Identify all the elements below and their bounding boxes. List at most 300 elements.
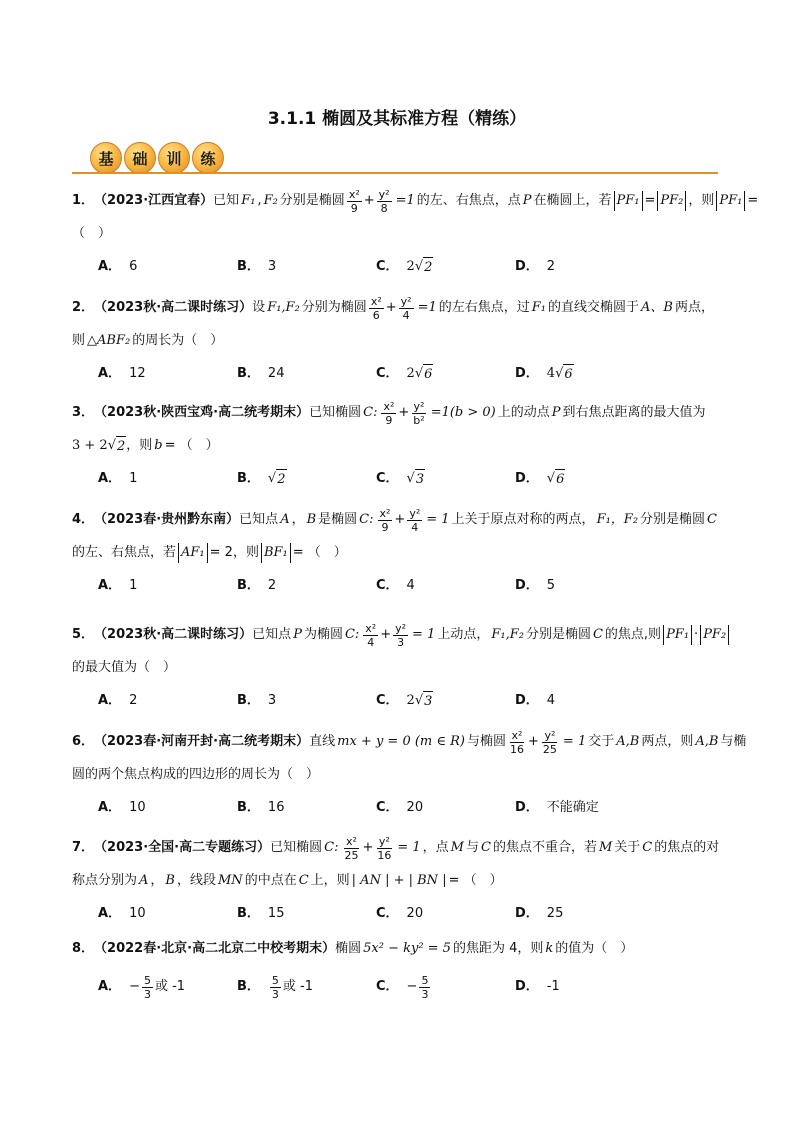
question-text: 设	[252, 300, 266, 315]
fraction	[377, 188, 392, 215]
abs-expression: PF₁	[663, 625, 692, 645]
option-c[interactable]	[376, 974, 515, 1001]
option-text: 12	[129, 366, 146, 381]
fraction	[381, 400, 396, 427]
fraction-denominator: b²	[413, 413, 425, 427]
page-title: 3.1.1 椭圆及其标准方程（精练）	[267, 109, 527, 129]
option-letter: C．	[376, 471, 399, 486]
question-6	[72, 727, 747, 820]
question-number: 6．	[72, 734, 95, 749]
option-text: 10	[129, 800, 146, 815]
math-expression: =1(b > 0)	[430, 405, 496, 420]
question-number: 7．	[72, 840, 95, 855]
question-text: 上动点，	[437, 627, 490, 642]
answer-options	[98, 574, 732, 598]
option-a[interactable]	[98, 798, 237, 818]
option-letter: C．	[376, 800, 399, 815]
question-text: 椭圆	[335, 941, 362, 956]
abs-expression: PF₂	[657, 191, 686, 211]
question-source: （2023春·贵州黔东南）	[94, 512, 240, 527]
fraction	[508, 729, 526, 756]
option-text: 1	[129, 578, 138, 593]
question-text: 已知椭圆	[309, 405, 362, 420]
math-symbol: F₁	[531, 300, 546, 315]
fraction	[142, 974, 153, 1001]
fraction-denominator: 16	[377, 848, 392, 862]
question-text: 的值为（ ）	[555, 941, 634, 956]
option-letter: D．	[515, 979, 539, 994]
sqrt-radicand: 2	[116, 436, 126, 457]
fraction	[375, 835, 393, 862]
fraction	[363, 622, 378, 649]
fraction	[419, 974, 430, 1001]
fraction-numerator: x²	[348, 187, 360, 201]
fraction	[407, 507, 422, 534]
option-letter: C．	[376, 906, 399, 921]
fraction-numerator: y²	[378, 834, 390, 848]
option-letter: A．	[98, 979, 122, 994]
sqrt-radicand: 2	[276, 469, 286, 490]
option-letter: B．	[237, 979, 260, 994]
question-text: 到右焦点距离的最大值为	[562, 405, 706, 420]
question-text: 交于	[588, 734, 615, 749]
option-d[interactable]	[515, 469, 654, 490]
math-operator: =	[747, 193, 759, 208]
math-symbol: b	[154, 438, 163, 453]
option-text: 不能确定	[546, 800, 599, 815]
question-line: 7． （2023·全国·高二专题练习） 已知椭圆 C: $\frac{\text{x²}}{25}$ + $\frac{\text{y²}}{16}$ = 1 ，点 M 与 C 的焦点不重合，若 M 关于 C 的焦点的对	[72, 834, 720, 862]
option-a[interactable]	[98, 469, 237, 489]
option-text: -1	[546, 979, 560, 994]
question-text: 为椭圆	[303, 627, 343, 642]
option-b[interactable]	[237, 257, 376, 277]
option-letter: C．	[376, 366, 399, 381]
option-text: 5	[546, 578, 556, 593]
option-text: 或 -1	[154, 979, 186, 994]
option-d[interactable]	[515, 798, 654, 818]
option-a[interactable]	[98, 576, 237, 596]
option-letter: A．	[98, 693, 122, 708]
math-symbol: A、B	[641, 300, 673, 315]
option-sign: −	[129, 979, 140, 994]
fraction-denominator: 4	[411, 520, 419, 534]
option-c[interactable]	[376, 469, 515, 490]
option-letter: A．	[98, 800, 122, 815]
fraction-numerator: x²	[365, 621, 377, 635]
option-a[interactable]	[98, 257, 237, 277]
fraction-denominator: 25	[542, 742, 557, 756]
question-text: 圆的两个焦点构成的四边形的周长为（ ）	[72, 767, 320, 782]
fraction	[378, 507, 393, 534]
sqrt-expression: √ 2	[268, 469, 287, 490]
option-c[interactable]	[376, 691, 515, 712]
fraction-numerator: y²	[395, 621, 407, 635]
math-symbol: A	[280, 512, 290, 527]
option-b[interactable]	[237, 576, 376, 596]
section-header	[72, 140, 718, 176]
abs-expression: PF₁	[716, 191, 745, 211]
fraction	[411, 400, 426, 427]
option-letter: C．	[376, 979, 399, 994]
question-line: 3． （2023秋·陕西宝鸡·高二统考期末） 已知椭圆 C: $\frac{\text{x²}}{9}$ + $\frac{\text{y²}}{\text{b²}}$ =1(b > 0) 上的动点 P 到右焦点距离的最大值为	[72, 399, 706, 427]
question-text: 已知点	[239, 512, 279, 527]
fraction-denominator: 4	[402, 308, 410, 322]
answer-options	[98, 255, 732, 279]
option-letter: D．	[515, 578, 539, 593]
option-text: 20	[406, 800, 424, 815]
question-line: 1． （2023·江西宜春） 已知 F₁ , F₂ 分别是椭圆 $\frac{\text{x²}}{9}$ + $\frac{\text{y²}}{8}$ =1 的左、右焦点，点 P 在椭圆上，若 PF₁ = PF₂ ，则 PF₁ =	[72, 187, 759, 215]
option-text: 3	[267, 693, 277, 708]
math-symbol: P	[293, 627, 302, 642]
option-letter: A．	[98, 471, 122, 486]
question-text: 两点，	[674, 300, 714, 315]
math-expression: = 1	[397, 840, 421, 855]
question-line: 2． （2023秋·高二课时练习） 设 F₁,F₂ 分别为椭圆 $\frac{\text{x²}}{6}$ + $\frac{\text{y²}}{4}$ =1 的左右焦点，过 F₁ 的直线交椭圆于 A、B 两点，	[72, 294, 714, 322]
sqrt-coefficient: 2	[406, 692, 415, 708]
question-text: ，则	[232, 545, 259, 560]
question-number: 5．	[72, 627, 95, 642]
question-2	[72, 293, 732, 386]
option-c[interactable]	[376, 798, 515, 818]
question-source: （2023春·河南开封·高二统考期末）	[94, 734, 310, 749]
question-text: 的左、右焦点，若	[72, 545, 177, 560]
math-symbol: M	[598, 840, 613, 855]
math-symbol: A	[139, 873, 149, 888]
option-text: 10	[129, 906, 146, 921]
fraction	[369, 295, 384, 322]
answer-options	[98, 902, 732, 926]
abs-expression: PF₂	[700, 625, 729, 645]
math-symbol: P	[551, 405, 561, 420]
fraction	[399, 295, 414, 322]
fraction-numerator: y²	[400, 294, 412, 308]
answer-options	[98, 467, 732, 491]
fraction-denominator: 25	[344, 848, 359, 862]
fraction-numerator: y²	[378, 187, 390, 201]
option-c[interactable]	[376, 364, 515, 385]
question-text: ，点	[422, 840, 449, 855]
fraction-denominator: 3	[397, 635, 405, 649]
fraction	[393, 622, 408, 649]
fraction-numerator: x²	[511, 728, 523, 742]
sqrt-expression: 3 + 2 √ 2	[72, 436, 126, 457]
fraction-numerator: 5	[271, 973, 279, 987]
fraction-numerator: 5	[421, 973, 429, 987]
question-line	[72, 866, 732, 896]
option-text: 2	[267, 578, 277, 593]
sqrt-expression: 2 √ 2	[407, 257, 434, 278]
question-text: 的左、右焦点，点	[416, 193, 521, 208]
math-operator: ·	[694, 627, 699, 642]
math-symbol: k	[545, 941, 554, 956]
option-text: 3	[267, 259, 277, 274]
section-badge: 训	[158, 142, 190, 174]
fraction	[347, 188, 362, 215]
math-expression: = 1	[562, 734, 587, 749]
option-text: 或 -1	[282, 979, 314, 994]
math-symbol: F₁	[241, 193, 256, 208]
sqrt-expression: 2 √ 3	[407, 691, 434, 712]
fraction-numerator: y²	[413, 399, 425, 413]
question-line	[72, 326, 732, 356]
option-letter: B．	[237, 471, 260, 486]
fraction-numerator: x²	[345, 834, 357, 848]
fraction-numerator: y²	[409, 506, 421, 520]
math-symbol: F₁，F₂	[596, 512, 639, 527]
math-symbol: C:	[324, 840, 339, 855]
question-text: ，	[150, 873, 164, 888]
question-text: = （ ）	[164, 438, 219, 453]
option-letter: A．	[98, 906, 122, 921]
question-text: 的左右焦点，过	[438, 300, 530, 315]
option-d[interactable]	[515, 257, 654, 277]
question-text: 的周长为（ ）	[132, 333, 224, 348]
option-a[interactable]	[98, 364, 237, 384]
option-b[interactable]	[237, 469, 376, 490]
question-text: 已知	[213, 193, 240, 208]
option-b[interactable]	[237, 904, 376, 924]
question-7	[72, 833, 732, 926]
math-expression: △ABF₂	[87, 333, 131, 348]
question-text: 已知点	[252, 627, 292, 642]
section-badge: 础	[124, 142, 156, 174]
fraction-denominator: 8	[380, 201, 388, 215]
sqrt-expression: 4 √ 6	[547, 364, 574, 385]
abs-expression: AF₁	[178, 543, 208, 563]
question-line: 4． （2023春·贵州黔东南） 已知点 A ， B 是椭圆 C: $\frac{\text{x²}}{9}$ + $\frac{\text{y²}}{4}$ = 1 上关于原点对称的两点， F₁，F₂ 分别是椭圆 C	[72, 506, 717, 534]
math-symbol: F₁,F₂	[267, 300, 300, 315]
option-letter: B．	[237, 366, 260, 381]
fraction-numerator: x²	[379, 506, 391, 520]
question-line	[72, 219, 732, 249]
question-3	[72, 398, 732, 491]
math-symbol: C:	[359, 512, 374, 527]
option-b[interactable]	[237, 364, 376, 384]
fraction-numerator: 5	[143, 973, 151, 987]
fraction-denominator: 9	[350, 201, 358, 215]
answer-options	[98, 796, 732, 820]
question-line: 6． （2023春·河南开封·高二统考期末） 直线 mx + y = 0 (m ∈ R) 与椭圆 $\frac{\text{x²}}{16}$ + $\frac{\text{y²}}{25}$ = 1 交于 A,B 两点，则 A,B 与椭	[72, 728, 747, 756]
math-symbol: A,B	[616, 734, 640, 749]
math-symbol: C:	[344, 627, 360, 642]
question-source: （2023秋·陕西宝鸡·高二统考期末）	[94, 405, 310, 420]
math-expression: =1	[395, 193, 415, 208]
option-a[interactable]	[98, 691, 237, 711]
option-letter: B．	[237, 906, 260, 921]
math-symbol: C	[707, 512, 717, 527]
math-symbol: P	[522, 193, 532, 208]
option-letter: A．	[98, 366, 122, 381]
question-text: 则	[72, 333, 86, 348]
option-text: 15	[267, 906, 285, 921]
answer-options	[98, 689, 732, 713]
fraction	[270, 974, 281, 1001]
question-text: 关于	[614, 840, 641, 855]
option-letter: C．	[376, 259, 399, 274]
fraction	[342, 835, 360, 862]
option-letter: C．	[376, 578, 399, 593]
option-text: 16	[267, 800, 285, 815]
question-text: 称点分别为	[72, 873, 138, 888]
option-letter: B．	[237, 578, 260, 593]
math-symbol: C:	[363, 405, 378, 420]
answer-options	[98, 362, 732, 386]
option-letter: A．	[98, 578, 122, 593]
option-letter: B．	[237, 259, 260, 274]
question-4	[72, 505, 732, 598]
question-5	[72, 620, 732, 713]
option-letter: B．	[237, 800, 260, 815]
fraction-denominator: 16	[510, 742, 525, 756]
sqrt-coefficient: 2	[406, 365, 415, 381]
math-operator: =	[644, 193, 656, 208]
question-text: 上，则	[310, 873, 350, 888]
sqrt-coefficient: 4	[546, 365, 556, 381]
question-text: 分别是椭圆	[279, 193, 345, 208]
math-expression: = 2	[209, 545, 233, 560]
question-text: 已知椭圆	[270, 840, 323, 855]
question-number: 3．	[72, 405, 95, 420]
section-divider	[72, 172, 718, 174]
question-text: 在椭圆上，若	[533, 193, 612, 208]
option-text: 6	[129, 259, 138, 274]
question-1	[72, 186, 759, 279]
question-text: 与椭圆	[467, 734, 507, 749]
question-text: 上的动点	[497, 405, 550, 420]
math-expression: 5x² − ky² = 5	[363, 941, 451, 956]
option-b[interactable]	[237, 974, 376, 1001]
sqrt-radicand: 2	[423, 257, 433, 278]
math-symbol: C	[481, 840, 491, 855]
math-symbol: C	[592, 627, 603, 642]
question-number: 2．	[72, 300, 95, 315]
question-line	[72, 760, 732, 790]
question-text: 与椭	[720, 734, 747, 749]
question-text: 分别是椭圆	[525, 627, 591, 642]
question-source: （2023秋·高二课时练习）	[94, 300, 253, 315]
option-d[interactable]	[515, 576, 654, 596]
sqrt-coefficient: 2	[406, 258, 415, 274]
option-d[interactable]	[515, 977, 654, 997]
option-letter: B．	[237, 693, 260, 708]
option-text: 2	[546, 259, 556, 274]
sqrt-expression: √ 6	[547, 469, 566, 490]
option-text: 24	[267, 366, 285, 381]
math-symbol: B	[306, 512, 317, 527]
question-line	[72, 934, 732, 964]
question-text: ，则	[688, 193, 715, 208]
fraction	[541, 729, 559, 756]
question-number: 4．	[72, 512, 95, 527]
question-text: 的直线交椭圆于	[547, 300, 639, 315]
math-symbol: B	[165, 873, 175, 888]
section-badge: 基	[90, 142, 122, 174]
math-symbol: M	[450, 840, 464, 855]
question-text: 上关于原点对称的两点，	[451, 512, 595, 527]
question-source: （2023秋·高二课时练习）	[94, 627, 253, 642]
option-letter: D．	[515, 906, 539, 921]
section-badges	[90, 142, 224, 174]
option-text: 25	[546, 906, 564, 921]
question-line	[72, 431, 732, 461]
question-text: 是椭圆	[318, 512, 358, 527]
question-text: ，	[291, 512, 305, 527]
option-d[interactable]	[515, 691, 654, 711]
question-text: 的焦距为 4，则	[452, 941, 544, 956]
question-text: = （ ）	[292, 545, 347, 560]
fraction-denominator: 9	[381, 520, 389, 534]
option-text: 20	[406, 906, 424, 921]
fraction-denominator: 3	[143, 987, 151, 1001]
fraction-denominator: 6	[372, 308, 380, 322]
question-text: （ ）	[72, 226, 112, 241]
math-symbol: C	[298, 873, 309, 888]
abs-expression: PF₁	[614, 191, 643, 211]
option-c[interactable]	[376, 257, 515, 278]
fraction-denominator: 9	[385, 413, 393, 427]
option-text: 4	[406, 578, 415, 593]
question-text: 的中点在	[244, 873, 297, 888]
option-b[interactable]	[237, 691, 376, 711]
answer-options	[98, 970, 732, 1004]
question-source: （2023·全国·高二专题练习）	[94, 840, 271, 855]
option-d[interactable]	[515, 904, 654, 924]
option-letter: D．	[515, 693, 539, 708]
fraction-numerator: x²	[370, 294, 382, 308]
math-expression: | AN | + | BN |	[351, 873, 447, 888]
option-c[interactable]	[376, 904, 515, 924]
question-text: 两点，则	[641, 734, 694, 749]
option-c[interactable]	[376, 576, 515, 596]
option-text: 2	[129, 693, 138, 708]
sqrt-radicand: 6	[563, 364, 573, 385]
math-symbol: A,B	[695, 734, 719, 749]
math-expression: =1	[417, 300, 437, 315]
math-symbol: C	[642, 840, 653, 855]
option-letter: D．	[515, 800, 539, 815]
question-source: （2022春·北京·高二北京二中校考期末）	[94, 941, 336, 956]
fraction-numerator: y²	[544, 728, 556, 742]
question-text: 直线	[309, 734, 336, 749]
question-text: 与	[465, 840, 479, 855]
math-symbol: F₁,F₂	[491, 627, 524, 642]
option-letter: D．	[515, 259, 539, 274]
option-text: 1	[129, 471, 138, 486]
option-b[interactable]	[237, 798, 376, 818]
question-text: 的焦点的对	[654, 840, 720, 855]
question-8	[72, 934, 732, 1004]
abs-expression: BF₁	[261, 543, 291, 563]
question-number: 8．	[72, 941, 95, 956]
math-expression: = 1	[412, 627, 436, 642]
option-d[interactable]	[515, 364, 654, 385]
option-a[interactable]	[98, 974, 237, 1001]
option-letter: D．	[515, 471, 539, 486]
question-line	[72, 538, 732, 568]
option-a[interactable]	[98, 904, 237, 924]
question-text: 分别是椭圆	[640, 512, 706, 527]
question-line: 5． （2023秋·高二课时练习） 已知点 P 为椭圆 C: $\frac{\text{x²}}{4}$ + $\frac{\text{y²}}{3}$ = 1 上动点， F₁,F₂ 分别是椭圆 C 的焦点,则 PF₁ · PF₂	[72, 620, 732, 650]
question-text: 的焦点,则	[604, 627, 662, 642]
section-badge: 练	[192, 142, 224, 174]
question-text: 的焦点不重合，若	[492, 840, 597, 855]
question-text: ，线段	[176, 873, 216, 888]
math-expression: = 1	[426, 512, 450, 527]
option-text: 4	[546, 693, 556, 708]
math-symbol: MN	[218, 873, 243, 888]
option-sign: −	[406, 979, 418, 994]
question-text: ，则	[126, 438, 153, 453]
